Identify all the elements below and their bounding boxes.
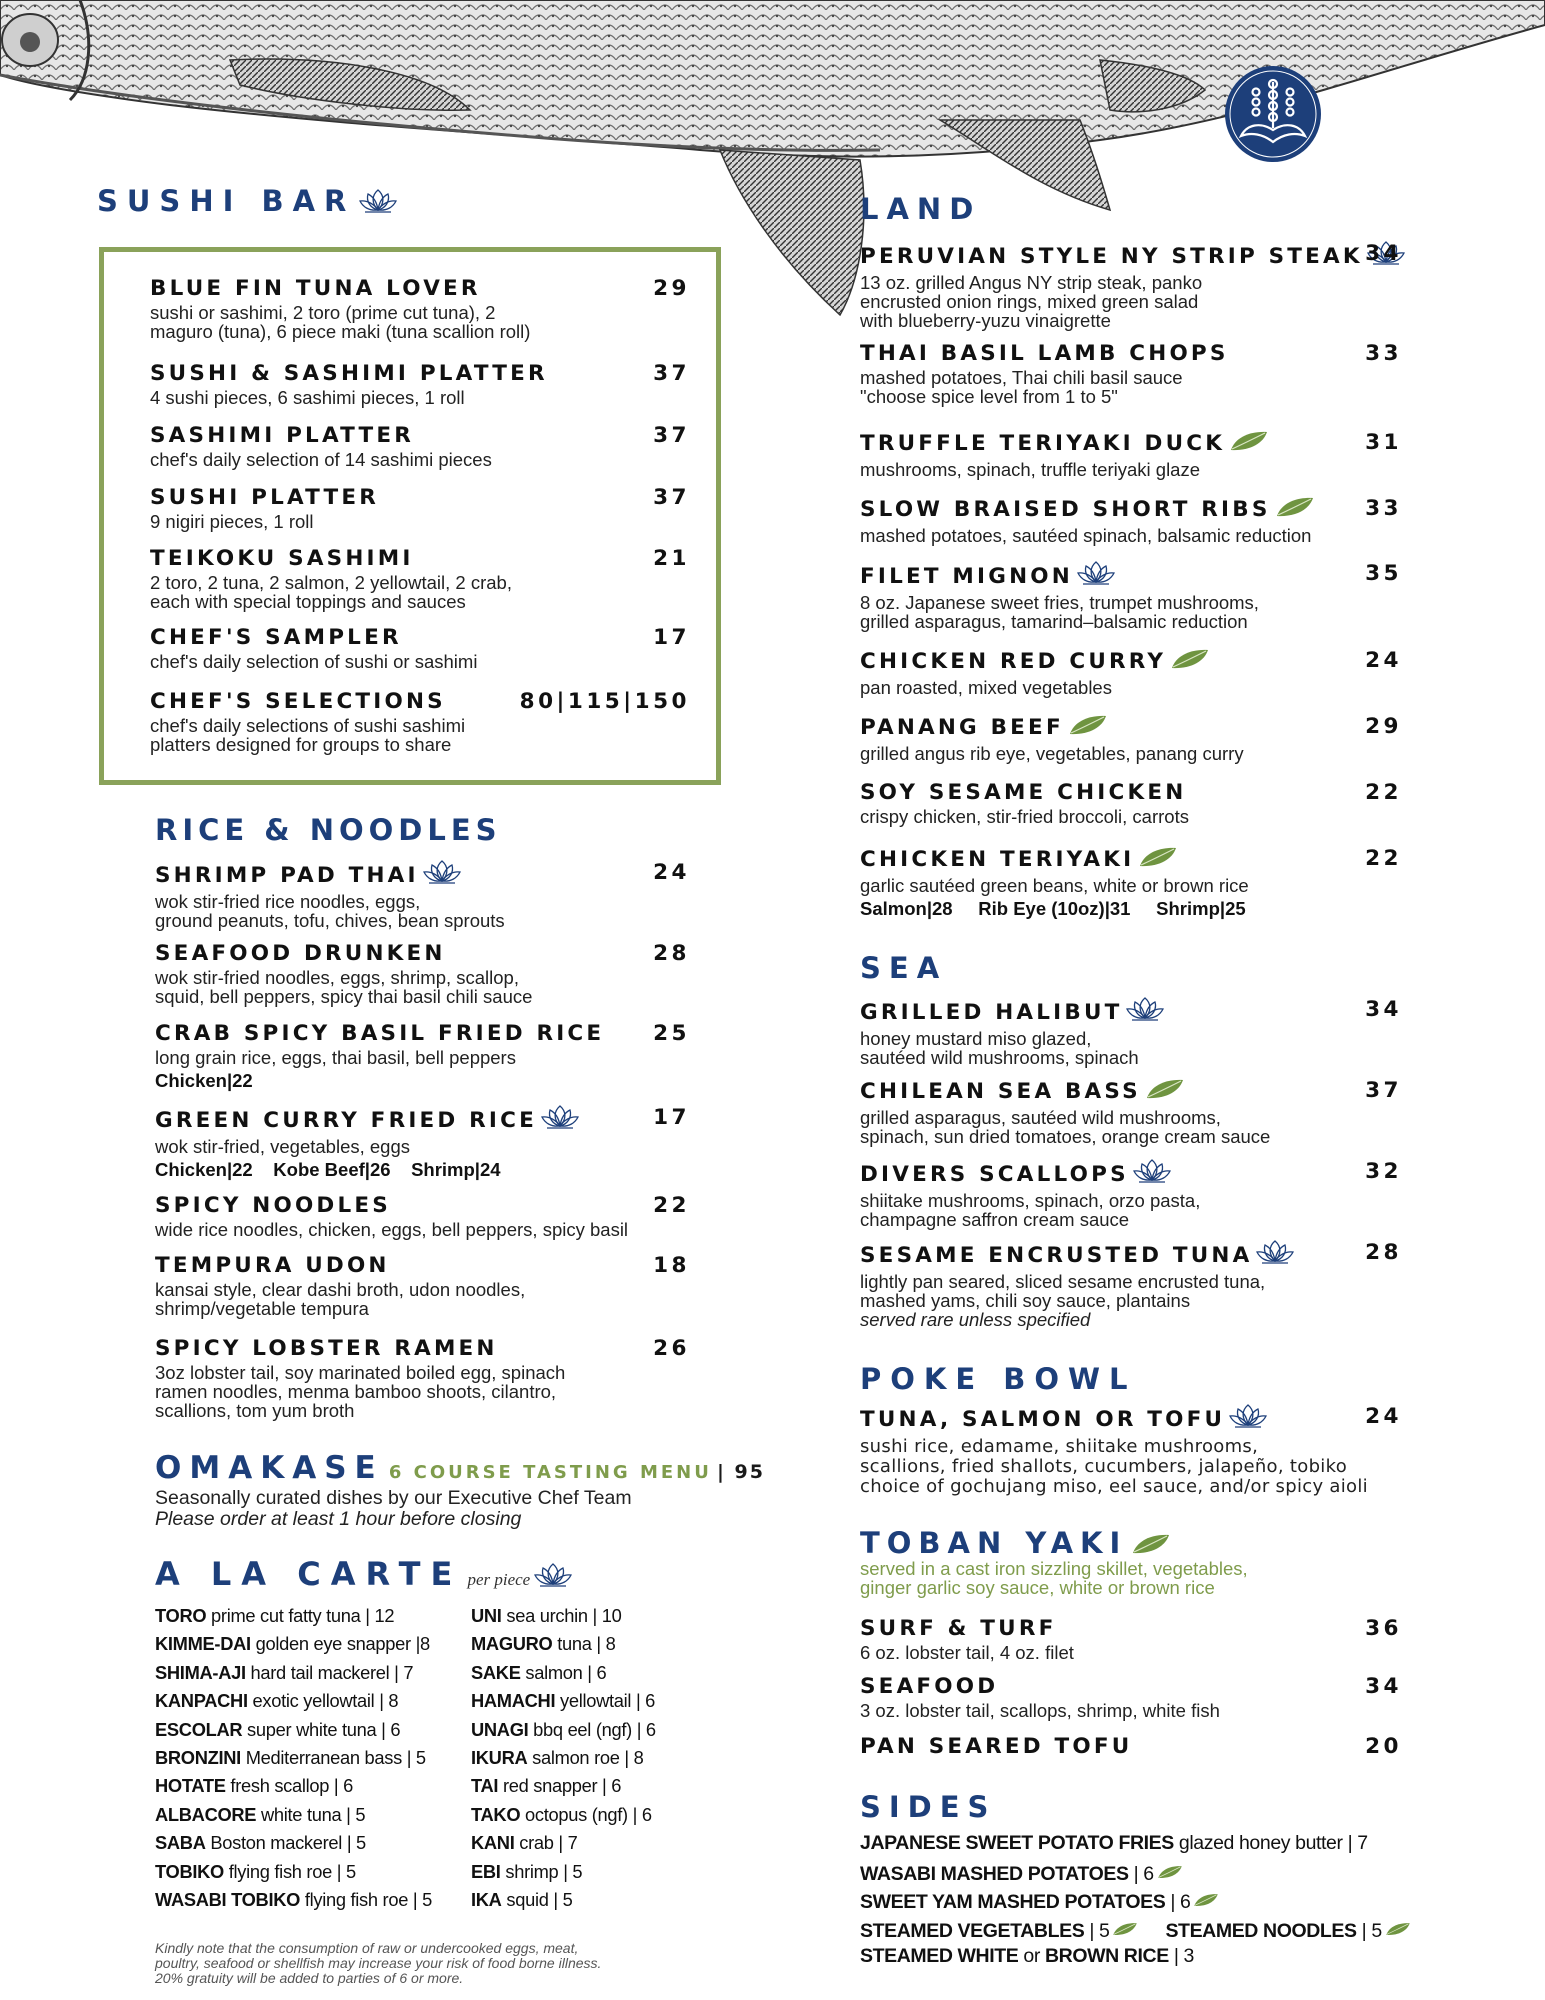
- item-description: crispy chicken, stir-fried broccoli, carrots: [860, 806, 1189, 827]
- item-price: 17: [653, 1105, 690, 1130]
- menu-item: [860, 846, 1402, 920]
- item-name: SOY SESAME CHICKEN: [860, 780, 1187, 805]
- item-price: 80|115|150: [519, 689, 690, 714]
- menu-item: [155, 941, 690, 1006]
- item-name: SLOW BRAISED SHORT RIBS: [860, 496, 1402, 524]
- item-description: wok stir-fried rice noodles, eggs, ground peanuts, tofu, chives, bean sprouts: [155, 891, 505, 931]
- item-options: Salmon|28 Rib Eye (10oz)|31 Shrimp|25: [860, 898, 1246, 919]
- item-price: 36: [1365, 1616, 1402, 1641]
- item-price: 22: [653, 1193, 690, 1218]
- item-description: mashed potatoes, Thai chili basil sauce "choose spice level from 1 to 5": [860, 367, 1183, 407]
- lotus-icon: [1229, 1404, 1267, 1434]
- item-price: 29: [653, 276, 690, 301]
- item-description: 3 oz. lobster tail, scallops, shrimp, white fish: [860, 1700, 1220, 1721]
- a-la-carte-item: HAMACHI yellowtail | 6: [471, 1690, 656, 1712]
- menu-item: [150, 361, 690, 407]
- leaf-icon: [1068, 714, 1108, 742]
- item-name: TEIKOKU SASHIMI: [150, 546, 414, 571]
- item-price: 37: [653, 361, 690, 386]
- footnote: Kindly note that the consumption of raw or undercooked eggs, meat, poultry, seafood or shellfish may increase your risk of food borne illness. 20% gratuity will be added to parties of 6 or more.: [155, 1940, 602, 1986]
- item-name: PANANG BEEF: [860, 714, 1402, 742]
- item-name: SHRIMP PAD THAI: [155, 860, 690, 890]
- a-la-carte-header: [155, 1555, 572, 1593]
- lotus-icon: [534, 1563, 572, 1591]
- item-name: CHICKEN TERIYAKI: [860, 846, 1402, 874]
- item-name: THAI BASIL LAMB CHOPS: [860, 341, 1229, 366]
- item-price: 34: [1365, 1674, 1402, 1699]
- a-la-carte-item: KANPACHI exotic yellowtail | 8: [155, 1690, 399, 1712]
- item-name: CHILEAN SEA BASS: [860, 1078, 1402, 1106]
- leaf-icon: [1131, 1528, 1171, 1562]
- a-la-carte-item: WASABI TOBIKO flying fish roe | 5: [155, 1889, 432, 1910]
- menu-item: [860, 341, 1402, 406]
- item-price: 21: [653, 546, 690, 571]
- item-name: TUNA, SALMON OR TOFU: [860, 1404, 1402, 1434]
- item-name: SEAFOOD: [860, 1674, 999, 1699]
- item-description: wok stir-fried, vegetables, eggs: [155, 1136, 411, 1157]
- item-description: 6 oz. lobster tail, 4 oz. filet: [860, 1642, 1074, 1663]
- lotus-icon: [1077, 561, 1115, 591]
- menu-item: [860, 496, 1402, 545]
- leaf-icon: [1112, 1922, 1138, 1940]
- a-la-carte-item: ESCOLAR super white tuna | 6: [155, 1718, 401, 1740]
- menu-item: [150, 689, 690, 754]
- item-price: 29: [1365, 714, 1402, 739]
- item-description: garlic sautéed green beans, white or brown rice: [860, 875, 1249, 896]
- a-la-carte-item: KANI crab | 7: [471, 1832, 578, 1854]
- menu-item: [155, 860, 690, 930]
- menu-item: [860, 997, 1402, 1067]
- leaf-icon: [1145, 1078, 1185, 1106]
- menu-item: [155, 1021, 690, 1092]
- leaf-icon: [1275, 496, 1315, 524]
- menu-item: [860, 241, 1402, 330]
- side-item: STEAMED VEGETABLES | 5 STEAMED NOODLES | 5: [860, 1917, 1418, 1945]
- menu-item: [155, 1105, 690, 1181]
- leaf-icon: [1138, 846, 1178, 874]
- item-description: 3oz lobster tail, soy marinated boiled egg, spinach ramen noodles, menma bamboo shoots, cilantro, scallions, tom yum broth: [155, 1362, 566, 1421]
- omakase-line2: Please order at least 1 hour before closing: [155, 1508, 522, 1530]
- item-price: 22: [1365, 780, 1402, 805]
- item-price: 28: [1365, 1240, 1402, 1265]
- per-piece-label: per piece: [467, 1570, 531, 1589]
- leaf-icon: [1193, 1893, 1219, 1911]
- menu-item: [150, 546, 690, 611]
- item-description: lightly pan seared, sliced sesame encrusted tuna, mashed yams, chili soy sauce, plantains: [860, 1271, 1266, 1311]
- crest-logo: [1223, 64, 1323, 164]
- item-price: 37: [653, 423, 690, 448]
- item-description: 13 oz. grilled Angus NY strip steak, panko encrusted onion rings, mixed green salad with blueberry-yuzu vinaigrette: [860, 272, 1203, 331]
- menu-item: [155, 1336, 690, 1420]
- lotus-icon: [541, 1105, 579, 1135]
- a-la-carte-item: TOBIKO flying fish roe | 5: [155, 1860, 356, 1882]
- item-price: 18: [653, 1253, 690, 1278]
- item-description: 2 toro, 2 tuna, 2 salmon, 2 yellowtail, 2 crab, each with special toppings and sauces: [150, 572, 512, 612]
- item-name: SEAFOOD DRUNKEN: [155, 941, 446, 966]
- leaf-icon: [1157, 1865, 1183, 1883]
- item-price: 35: [1365, 561, 1402, 586]
- omakase-price: | 95: [716, 1461, 765, 1483]
- item-price: 24: [1365, 648, 1402, 673]
- a-la-carte-item: IKURA salmon roe | 8: [471, 1747, 644, 1768]
- item-name: GRILLED HALIBUT: [860, 997, 1402, 1027]
- menu-item: [155, 1253, 690, 1318]
- item-name: SUSHI & SASHIMI PLATTER: [150, 361, 548, 386]
- lotus-icon: [1256, 1240, 1294, 1270]
- menu-item: [860, 648, 1402, 697]
- item-description: 8 oz. Japanese sweet fries, trumpet mushrooms, grilled asparagus, tamarind–balsamic reduction: [860, 592, 1259, 632]
- a-la-carte-item: TORO prime cut fatty tuna | 12: [155, 1605, 395, 1626]
- omakase-header: [155, 1450, 765, 1486]
- a-la-carte-item: KIMME-DAI golden eye snapper |8: [155, 1633, 430, 1655]
- item-price: 32: [1365, 1159, 1402, 1184]
- menu-item: [860, 1159, 1402, 1229]
- side-item: SWEET YAM MASHED POTATOES | 6: [860, 1888, 1226, 1916]
- item-name: CRAB SPICY BASIL FRIED RICE: [155, 1021, 605, 1046]
- a-la-carte-item: SAKE salmon | 6: [471, 1661, 607, 1683]
- lotus-icon: [1126, 997, 1164, 1027]
- item-price: 28: [653, 941, 690, 966]
- a-la-carte-item: MAGURO tuna | 8: [471, 1633, 616, 1655]
- side-item: JAPANESE SWEET POTATO FRIES glazed honey butter | 7: [860, 1832, 1368, 1854]
- lotus-icon: [423, 860, 461, 890]
- a-la-carte-item: HOTATE fresh scallop | 6: [155, 1775, 354, 1797]
- leaf-icon: [1229, 430, 1269, 458]
- a-la-carte-item: UNI sea urchin | 10: [471, 1605, 622, 1626]
- item-description: sushi rice, edamame, shiitake mushrooms, scallions, fried shallots, cucumbers, jalapeño, tobiko choice of gochujang miso, eel sauce, and/or spicy aioli: [860, 1436, 1368, 1497]
- item-description: kansai style, clear dashi broth, udon noodles, shrimp/vegetable tempura: [155, 1279, 526, 1319]
- item-name: SASHIMI PLATTER: [150, 423, 414, 448]
- item-name: CHEF'S SELECTIONS: [150, 689, 446, 714]
- toban-yaki-heading: TOBAN YAKI: [860, 1526, 1171, 1562]
- leaf-icon: [1385, 1922, 1411, 1940]
- menu-item: [155, 1193, 690, 1239]
- item-options: Chicken|22 Kobe Beef|26 Shrimp|24: [155, 1159, 501, 1180]
- item-price: 24: [1365, 1404, 1402, 1429]
- a-la-carte-item: IKA squid | 5: [471, 1889, 573, 1910]
- a-la-carte-item: SABA Boston mackerel | 5: [155, 1832, 366, 1854]
- omakase-line1: Seasonally curated dishes by our Executive Chef Team: [155, 1487, 632, 1509]
- item-description: chef's daily selections of sushi sashimi platters designed for groups to share: [150, 715, 466, 755]
- item-description: wide rice noodles, chicken, eggs, bell peppers, spicy basil: [155, 1219, 629, 1240]
- item-price: 33: [1365, 496, 1402, 521]
- item-name: SESAME ENCRUSTED TUNA: [860, 1240, 1402, 1270]
- menu-item: [860, 714, 1402, 763]
- item-description: chef's daily selection of 14 sashimi pieces: [150, 449, 492, 470]
- item-price: 20: [1365, 1734, 1402, 1759]
- item-name: SUSHI PLATTER: [150, 485, 380, 510]
- item-options: Chicken|22: [155, 1070, 253, 1091]
- item-price: 24: [653, 860, 690, 885]
- item-price: 33: [1365, 341, 1402, 366]
- item-price: 34: [1365, 997, 1402, 1022]
- item-name: SPICY LOBSTER RAMEN: [155, 1336, 498, 1361]
- menu-item: [860, 430, 1402, 479]
- menu-item: [860, 1734, 1402, 1759]
- item-name: GREEN CURRY FRIED RICE: [155, 1105, 690, 1135]
- omakase-heading: OMAKASE: [155, 1450, 384, 1486]
- item-price: 31: [1365, 430, 1402, 455]
- item-price: 26: [653, 1336, 690, 1361]
- a-la-carte-item: BRONZINI Mediterranean bass | 5: [155, 1747, 426, 1768]
- item-name: DIVERS SCALLOPS: [860, 1159, 1402, 1189]
- item-name: FILET MIGNON: [860, 561, 1402, 591]
- menu-item: [860, 780, 1402, 826]
- a-la-carte-item: EBI shrimp | 5: [471, 1860, 583, 1882]
- land-heading: LAND: [860, 192, 982, 226]
- item-price: 17: [653, 625, 690, 650]
- item-description: sushi or sashimi, 2 toro (prime cut tuna), 2 maguro (tuna), 6 piece maki (tuna scallion roll): [150, 302, 531, 342]
- item-price: 37: [1365, 1078, 1402, 1103]
- a-la-carte-item: ALBACORE white tuna | 5: [155, 1803, 366, 1825]
- menu-item: [150, 485, 690, 531]
- a-la-carte-item: TAKO octopus (ngf) | 6: [471, 1803, 652, 1825]
- item-description: 9 nigiri pieces, 1 roll: [150, 511, 314, 532]
- item-name: TEMPURA UDON: [155, 1253, 390, 1278]
- item-name: SURF & TURF: [860, 1616, 1057, 1641]
- item-description: honey mustard miso glazed, sautéed wild mushrooms, spinach: [860, 1028, 1139, 1068]
- item-description: long grain rice, eggs, thai basil, bell peppers: [155, 1047, 516, 1068]
- side-item: WASABI MASHED POTATOES | 6: [860, 1860, 1190, 1888]
- menu-item: [150, 423, 690, 469]
- poke-heading: POKE BOWL: [860, 1362, 1137, 1396]
- item-name: BLUE FIN TUNA LOVER: [150, 276, 481, 301]
- sea-heading: SEA: [860, 951, 948, 985]
- item-name: TRUFFLE TERIYAKI DUCK: [860, 430, 1402, 458]
- item-name: CHEF'S SAMPLER: [150, 625, 402, 650]
- lotus-icon: [1133, 1159, 1171, 1189]
- item-description: grilled asparagus, sautéed wild mushrooms, spinach, sun dried tomatoes, orange cream sauce: [860, 1107, 1271, 1147]
- a-la-carte-item: SHIMA-AJI hard tail mackerel | 7: [155, 1661, 414, 1683]
- sushi-bar-heading: SUSHI BAR: [97, 184, 397, 220]
- item-description: wok stir-fried noodles, eggs, shrimp, scallop, squid, bell peppers, spicy thai basil chili sauce: [155, 967, 533, 1007]
- item-description: pan roasted, mixed vegetables: [860, 677, 1112, 698]
- leaf-icon: [1170, 648, 1210, 676]
- item-description: 4 sushi pieces, 6 sashimi pieces, 1 roll: [150, 387, 465, 408]
- item-price: 34: [1365, 241, 1402, 266]
- sides-heading: SIDES: [860, 1790, 997, 1824]
- item-name: SPICY NOODLES: [155, 1193, 391, 1218]
- item-description: mashed potatoes, sautéed spinach, balsamic reduction: [860, 525, 1312, 546]
- menu-item: [860, 1078, 1402, 1146]
- item-description: mushrooms, spinach, truffle teriyaki glaze: [860, 459, 1201, 480]
- item-description: shiitake mushrooms, spinach, orzo pasta, champagne saffron cream sauce: [860, 1190, 1201, 1230]
- item-price: 37: [653, 485, 690, 510]
- toban-yaki-description: served in a cast iron sizzling skillet, vegetables, ginger garlic soy sauce, white or brown rice: [860, 1558, 1248, 1598]
- menu-item: [860, 1674, 1402, 1720]
- rice-noodles-heading: RICE & NOODLES: [155, 813, 502, 847]
- a-la-carte-heading: A LA CARTE: [155, 1555, 463, 1593]
- side-item: STEAMED WHITE or BROWN RICE | 3: [860, 1945, 1194, 1967]
- item-note: served rare unless specified: [860, 1309, 1091, 1330]
- menu-item: [860, 561, 1402, 631]
- item-description: chef's daily selection of sushi or sashimi: [150, 651, 478, 672]
- item-name: CHICKEN RED CURRY: [860, 648, 1402, 676]
- menu-item: [150, 625, 690, 671]
- omakase-subtitle: 6 COURSE TASTING MENU: [388, 1462, 712, 1483]
- menu-item: [150, 276, 690, 341]
- item-price: 25: [653, 1021, 690, 1046]
- item-price: 22: [1365, 846, 1402, 871]
- a-la-carte-item: TAI red snapper | 6: [471, 1775, 622, 1797]
- menu-item: [860, 1616, 1402, 1662]
- item-name: PAN SEARED TOFU: [860, 1734, 1133, 1759]
- item-description: grilled angus rib eye, vegetables, panang curry: [860, 743, 1244, 764]
- lotus-icon: [359, 186, 397, 220]
- menu-item: [860, 1404, 1402, 1497]
- a-la-carte-item: UNAGI bbq eel (ngf) | 6: [471, 1718, 656, 1740]
- item-name: PERUVIAN STYLE NY STRIP STEAK: [860, 241, 1402, 271]
- menu-item: [860, 1240, 1402, 1329]
